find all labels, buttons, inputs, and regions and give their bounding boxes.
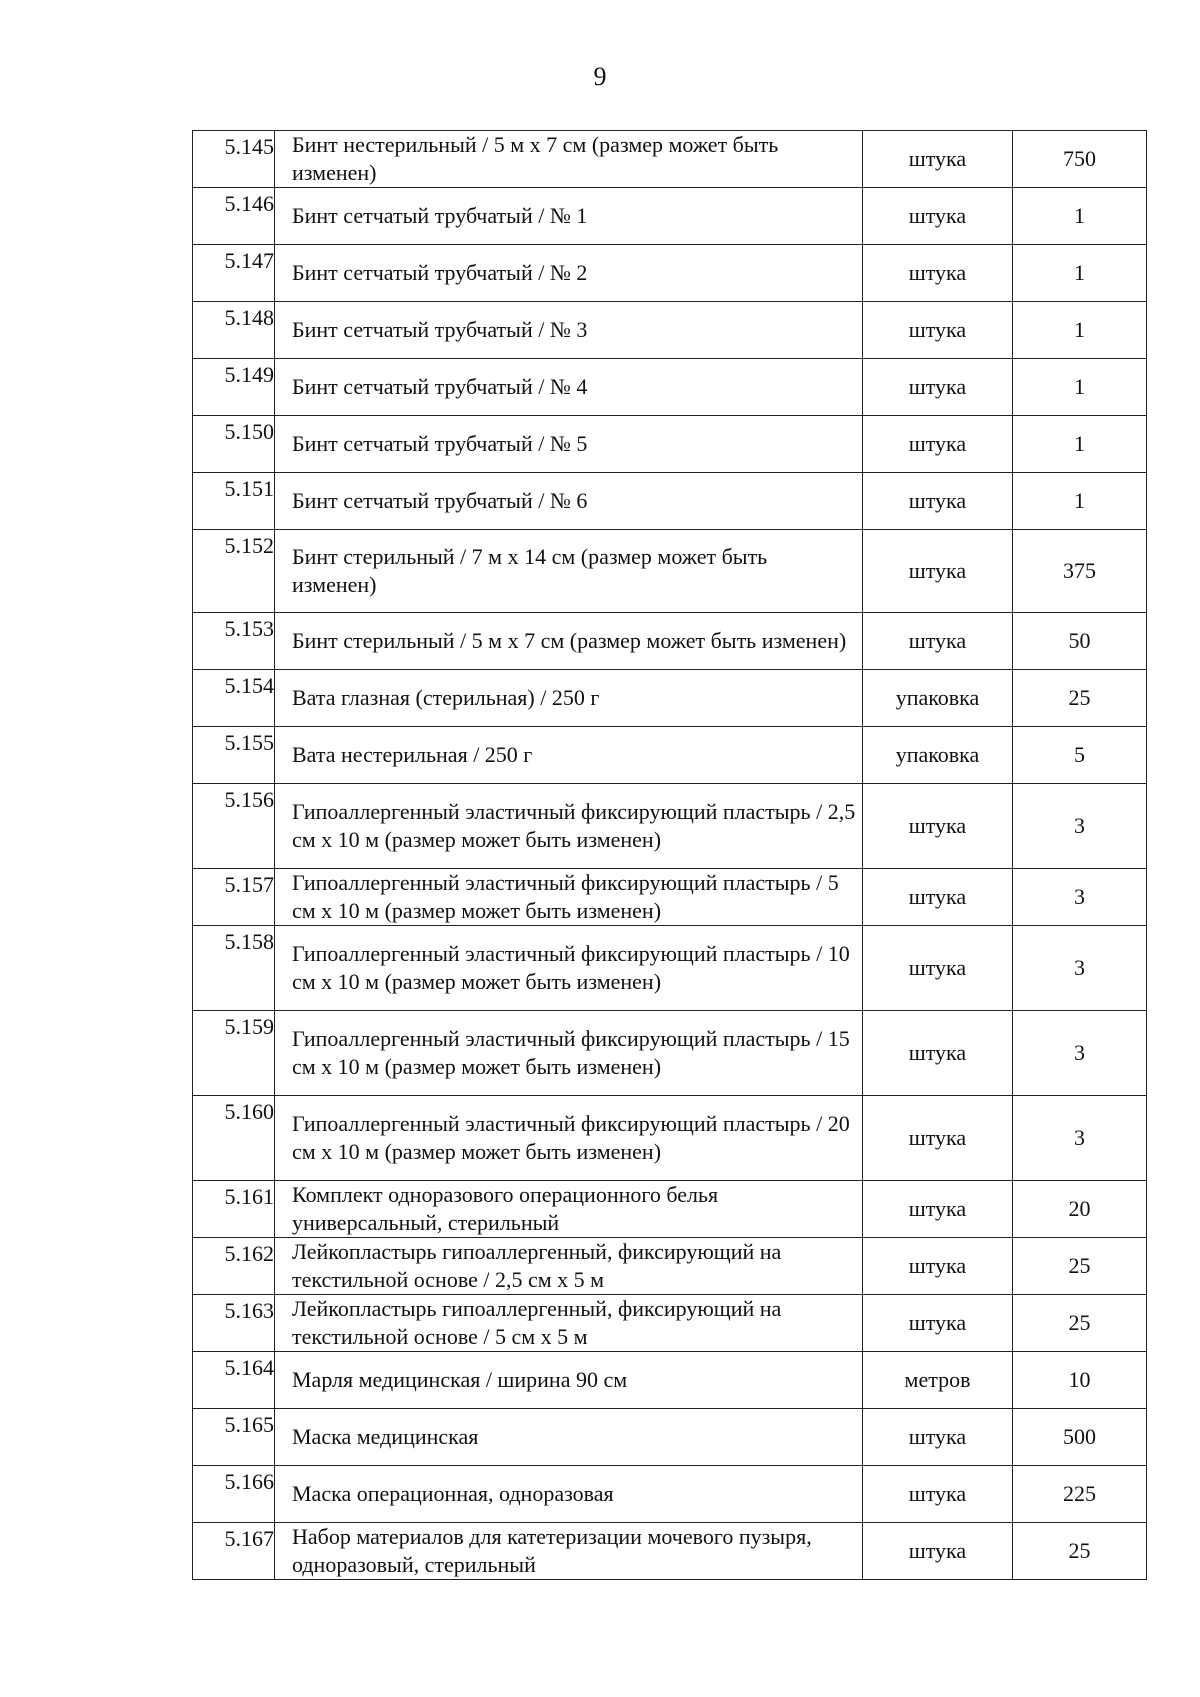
item-code: 5.159 (224, 1014, 274, 1039)
item-code-cell (193, 613, 275, 670)
item-unit: штука (863, 245, 1013, 302)
item-quantity: 5 (1013, 727, 1147, 784)
item-unit: штука (863, 473, 1013, 530)
table-row (193, 131, 1147, 188)
table-row (193, 613, 1147, 670)
item-name: Бинт сетчатый трубчатый / № 4 (275, 359, 863, 416)
item-quantity: 3 (1013, 1011, 1147, 1096)
item-code-cell (193, 416, 275, 473)
item-code-cell (193, 670, 275, 727)
item-code-cell (193, 1096, 275, 1181)
item-name: Гипоаллергенный эластичный фиксирующий пластырь / 10 см х 10 м (размер может быть изменен) (275, 926, 863, 1011)
table-row (193, 473, 1147, 530)
item-name: Вата глазная (стерильная) / 250 г (275, 670, 863, 727)
item-name: Бинт нестерильный / 5 м х 7 см (размер может быть изменен) (275, 131, 863, 188)
item-unit: упаковка (863, 670, 1013, 727)
item-code: 5.166 (224, 1469, 274, 1494)
table-row (193, 670, 1147, 727)
item-code-cell (193, 1352, 275, 1409)
item-code: 5.145 (224, 134, 274, 159)
item-code-cell (193, 1466, 275, 1523)
item-quantity: 1 (1013, 245, 1147, 302)
item-name: Бинт стерильный / 5 м х 7 см (размер может быть изменен) (275, 613, 863, 670)
table-row (193, 926, 1147, 1011)
item-unit: штука (863, 1409, 1013, 1466)
item-unit: штука (863, 359, 1013, 416)
item-code-cell (193, 1181, 275, 1238)
item-quantity: 3 (1013, 1096, 1147, 1181)
item-unit: штука (863, 926, 1013, 1011)
item-name: Гипоаллергенный эластичный фиксирующий пластырь / 20 см х 10 м (размер может быть изменен) (275, 1096, 863, 1181)
table-row (193, 869, 1147, 926)
item-code-cell (193, 727, 275, 784)
item-name: Бинт сетчатый трубчатый / № 2 (275, 245, 863, 302)
item-unit: упаковка (863, 727, 1013, 784)
table-row (193, 1096, 1147, 1181)
item-code: 5.158 (224, 929, 274, 954)
item-code-cell (193, 1295, 275, 1352)
item-unit: штука (863, 188, 1013, 245)
item-unit: штука (863, 869, 1013, 926)
table-row (193, 1011, 1147, 1096)
item-quantity: 10 (1013, 1352, 1147, 1409)
item-code: 5.153 (224, 616, 274, 641)
item-code: 5.161 (224, 1184, 274, 1209)
item-code: 5.162 (224, 1241, 274, 1266)
item-unit: штука (863, 1011, 1013, 1096)
item-name: Бинт сетчатый трубчатый / № 5 (275, 416, 863, 473)
item-quantity: 25 (1013, 670, 1147, 727)
item-code: 5.149 (224, 362, 274, 387)
item-quantity: 25 (1013, 1295, 1147, 1352)
item-code: 5.146 (224, 191, 274, 216)
item-code-cell (193, 473, 275, 530)
table-row (193, 784, 1147, 869)
item-unit: штука (863, 613, 1013, 670)
item-quantity: 25 (1013, 1238, 1147, 1295)
page-number: 9 (593, 62, 607, 91)
item-code: 5.155 (224, 730, 274, 755)
table-row (193, 1181, 1147, 1238)
item-code: 5.163 (224, 1298, 274, 1323)
item-unit: штука (863, 416, 1013, 473)
item-code-cell (193, 869, 275, 926)
item-quantity: 50 (1013, 613, 1147, 670)
item-name: Комплект одноразового операционного белья универсальный, стерильный (275, 1181, 863, 1238)
table-row (193, 1295, 1147, 1352)
table-row (193, 1409, 1147, 1466)
item-quantity: 500 (1013, 1409, 1147, 1466)
item-code-cell (193, 1409, 275, 1466)
item-name: Маска медицинская (275, 1409, 863, 1466)
item-name: Бинт сетчатый трубчатый / № 6 (275, 473, 863, 530)
item-quantity: 1 (1013, 416, 1147, 473)
table-row (193, 188, 1147, 245)
item-quantity: 1 (1013, 302, 1147, 359)
item-name: Маска операционная, одноразовая (275, 1466, 863, 1523)
item-unit: штука (863, 1238, 1013, 1295)
item-unit: штука (863, 1096, 1013, 1181)
item-unit: штука (863, 131, 1013, 188)
item-quantity: 3 (1013, 869, 1147, 926)
item-code: 5.151 (224, 476, 274, 501)
table-row (193, 416, 1147, 473)
item-code-cell (193, 302, 275, 359)
item-unit: штука (863, 530, 1013, 613)
table-row (193, 245, 1147, 302)
item-quantity: 1 (1013, 359, 1147, 416)
item-unit: штука (863, 1295, 1013, 1352)
item-code-cell (193, 359, 275, 416)
item-name: Лейкопластырь гипоаллергенный, фиксирующий на текстильной основе / 2,5 см х 5 м (275, 1238, 863, 1295)
item-code-cell (193, 530, 275, 613)
table-row (193, 1238, 1147, 1295)
item-code-cell (193, 131, 275, 188)
item-unit: штука (863, 1181, 1013, 1238)
item-code: 5.147 (224, 248, 274, 273)
item-unit: штука (863, 784, 1013, 869)
item-name: Гипоаллергенный эластичный фиксирующий пластырь / 15 см х 10 м (размер может быть изменен) (275, 1011, 863, 1096)
table-row (193, 359, 1147, 416)
item-quantity: 1 (1013, 473, 1147, 530)
table-row (193, 1352, 1147, 1409)
item-code: 5.160 (224, 1099, 274, 1124)
item-unit: штука (863, 1466, 1013, 1523)
item-unit: штука (863, 1523, 1013, 1580)
item-name: Набор материалов для катетеризации мочевого пузыря, одноразовый, стерильный (275, 1523, 863, 1580)
item-name: Бинт сетчатый трубчатый / № 3 (275, 302, 863, 359)
item-code-cell (193, 1011, 275, 1096)
item-code-cell (193, 926, 275, 1011)
item-unit: штука (863, 302, 1013, 359)
item-code: 5.156 (224, 787, 274, 812)
item-name: Гипоаллергенный эластичный фиксирующий пластырь / 2,5 см х 10 м (размер может быть изменен) (275, 784, 863, 869)
items-table (192, 130, 1147, 1580)
table-row (193, 302, 1147, 359)
item-name: Бинт стерильный / 7 м х 14 см (размер может быть изменен) (275, 530, 863, 613)
item-name: Гипоаллергенный эластичный фиксирующий пластырь / 5 см х 10 м (размер может быть изменен) (275, 869, 863, 926)
item-quantity: 1 (1013, 188, 1147, 245)
item-code-cell (193, 1238, 275, 1295)
item-name: Бинт сетчатый трубчатый / № 1 (275, 188, 863, 245)
item-quantity: 375 (1013, 530, 1147, 613)
item-quantity: 20 (1013, 1181, 1147, 1238)
item-quantity: 3 (1013, 926, 1147, 1011)
item-code: 5.165 (224, 1412, 274, 1437)
item-name: Вата нестерильная / 250 г (275, 727, 863, 784)
item-code: 5.154 (224, 673, 274, 698)
table-row (193, 1466, 1147, 1523)
table-row (193, 727, 1147, 784)
item-code-cell (193, 1523, 275, 1580)
item-name: Лейкопластырь гипоаллергенный, фиксирующий на текстильной основе / 5 см х 5 м (275, 1295, 863, 1352)
table-row (193, 530, 1147, 613)
item-code: 5.152 (224, 533, 274, 558)
item-code-cell (193, 188, 275, 245)
item-quantity: 225 (1013, 1466, 1147, 1523)
item-code: 5.167 (224, 1526, 274, 1551)
item-code: 5.157 (224, 872, 274, 897)
item-code-cell (193, 245, 275, 302)
item-quantity: 25 (1013, 1523, 1147, 1580)
item-code: 5.164 (224, 1355, 274, 1380)
table-row (193, 1523, 1147, 1580)
item-quantity: 3 (1013, 784, 1147, 869)
items-table-body (193, 131, 1147, 1580)
item-code: 5.148 (224, 305, 274, 330)
item-code-cell (193, 784, 275, 869)
item-unit: метров (863, 1352, 1013, 1409)
item-name: Марля медицинская / ширина 90 см (275, 1352, 863, 1409)
item-code: 5.150 (224, 419, 274, 444)
item-quantity: 750 (1013, 131, 1147, 188)
